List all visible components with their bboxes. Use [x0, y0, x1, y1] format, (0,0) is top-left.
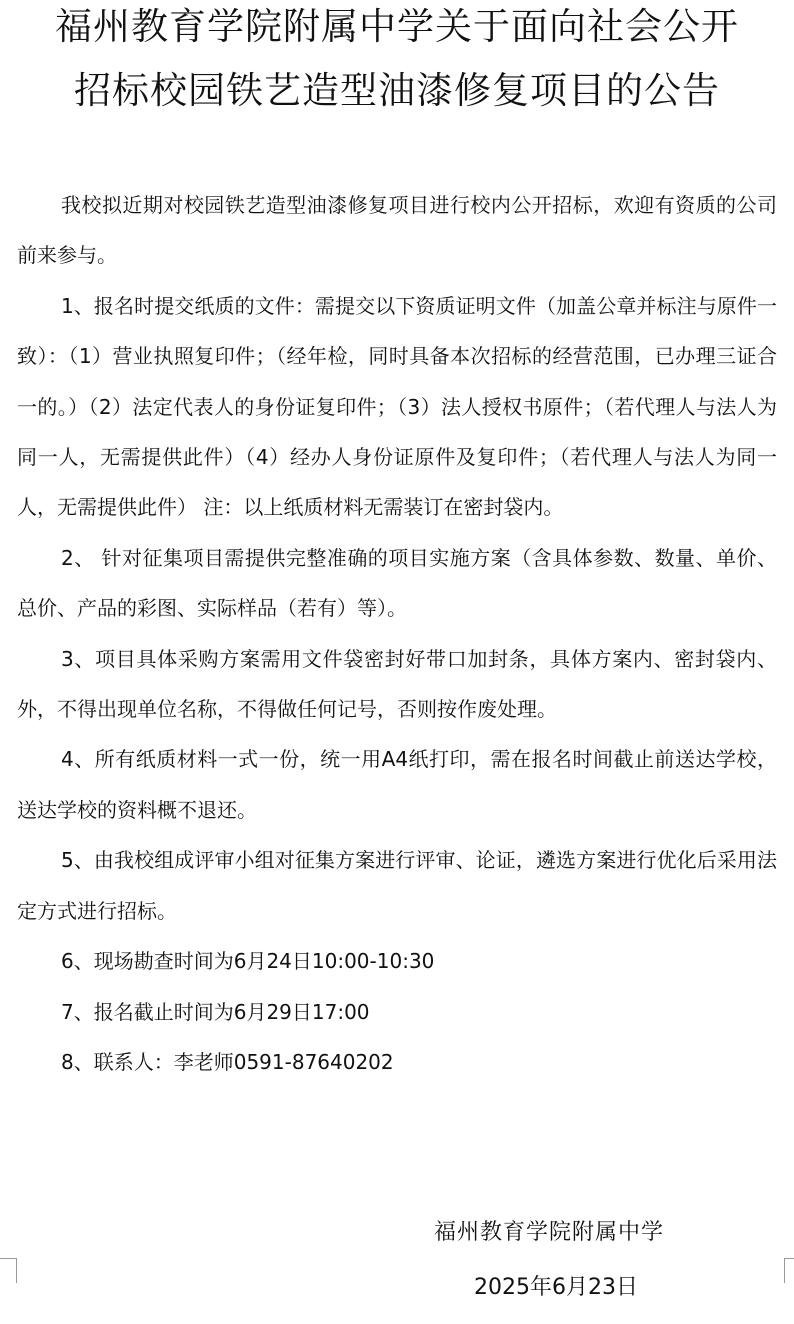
item-3-sealing-requirements: 3、项目具体采购方案需用文件袋密封好带口加封条，具体方案内、密封袋内、外，不得出现单位名称，不得做任何记号，否则按作废处理。 — [17, 646, 777, 722]
item-7-registration-deadline: 7、报名截止时间为6月29日17:00 — [61, 999, 370, 1024]
item-4-printing-requirements: 4、所有纸质材料一式一份，统一用A4纸打印，需在报名时间截止前送达学校，送达学校的资料概不退还。 — [17, 747, 777, 822]
item-1-submission-documents: 1、报名时提交纸质的文件：需提交以下资质证明文件（加盖公章并标注与原件一致）：（1）营业执照复印件；（经年检，同时具备本次招标的经营范围，已办理三证合一的。）（2）法定代表人的身份证复印件；（3）法人授权书原件；（若代理人与法人为同一人，无需提供此件）（4）经办人身份证原件及复印件；（若代理人与法人为同一人，无需提供此件） 注：以上纸质材料无需装订在密封袋内。 — [17, 293, 777, 520]
item-2-implementation-plan: 2、 针对征集项目需提供完整准确的项目实施方案（含具体参数、数量、单价、总价、产品的彩图、实际样品（若有）等）。 — [17, 545, 777, 621]
signature-organization: 福州教育学院附属中学 — [434, 1220, 665, 1245]
item-6-site-survey-time: 6、现场勘查时间为6月24日10:00-10:30 — [61, 949, 435, 974]
intro-paragraph: 我校拟近期对校园铁艺造型油漆修复项目进行校内公开招标，欢迎有资质的公司前来参与。 — [17, 193, 777, 268]
announcement-title-line-1: 福州教育学院附属中学关于面向社会公开 — [55, 5, 739, 48]
item-8-contact: 8、联系人：李老师0591-87640202 — [61, 1049, 394, 1074]
announcement-title-line-2: 招标校园铁艺造型油漆修复项目的公告 — [74, 69, 720, 112]
page-corner-mark-left — [0, 1258, 17, 1283]
page-corner-mark-right — [784, 1258, 794, 1283]
signature-date: 2025年6月23日 — [474, 1275, 638, 1300]
announcement-body — [17, 180, 777, 1087]
item-5-evaluation: 5、由我校组成评审小组对征集方案进行评审、论证，遴选方案进行优化后采用法定方式进行招标。 — [17, 848, 777, 923]
